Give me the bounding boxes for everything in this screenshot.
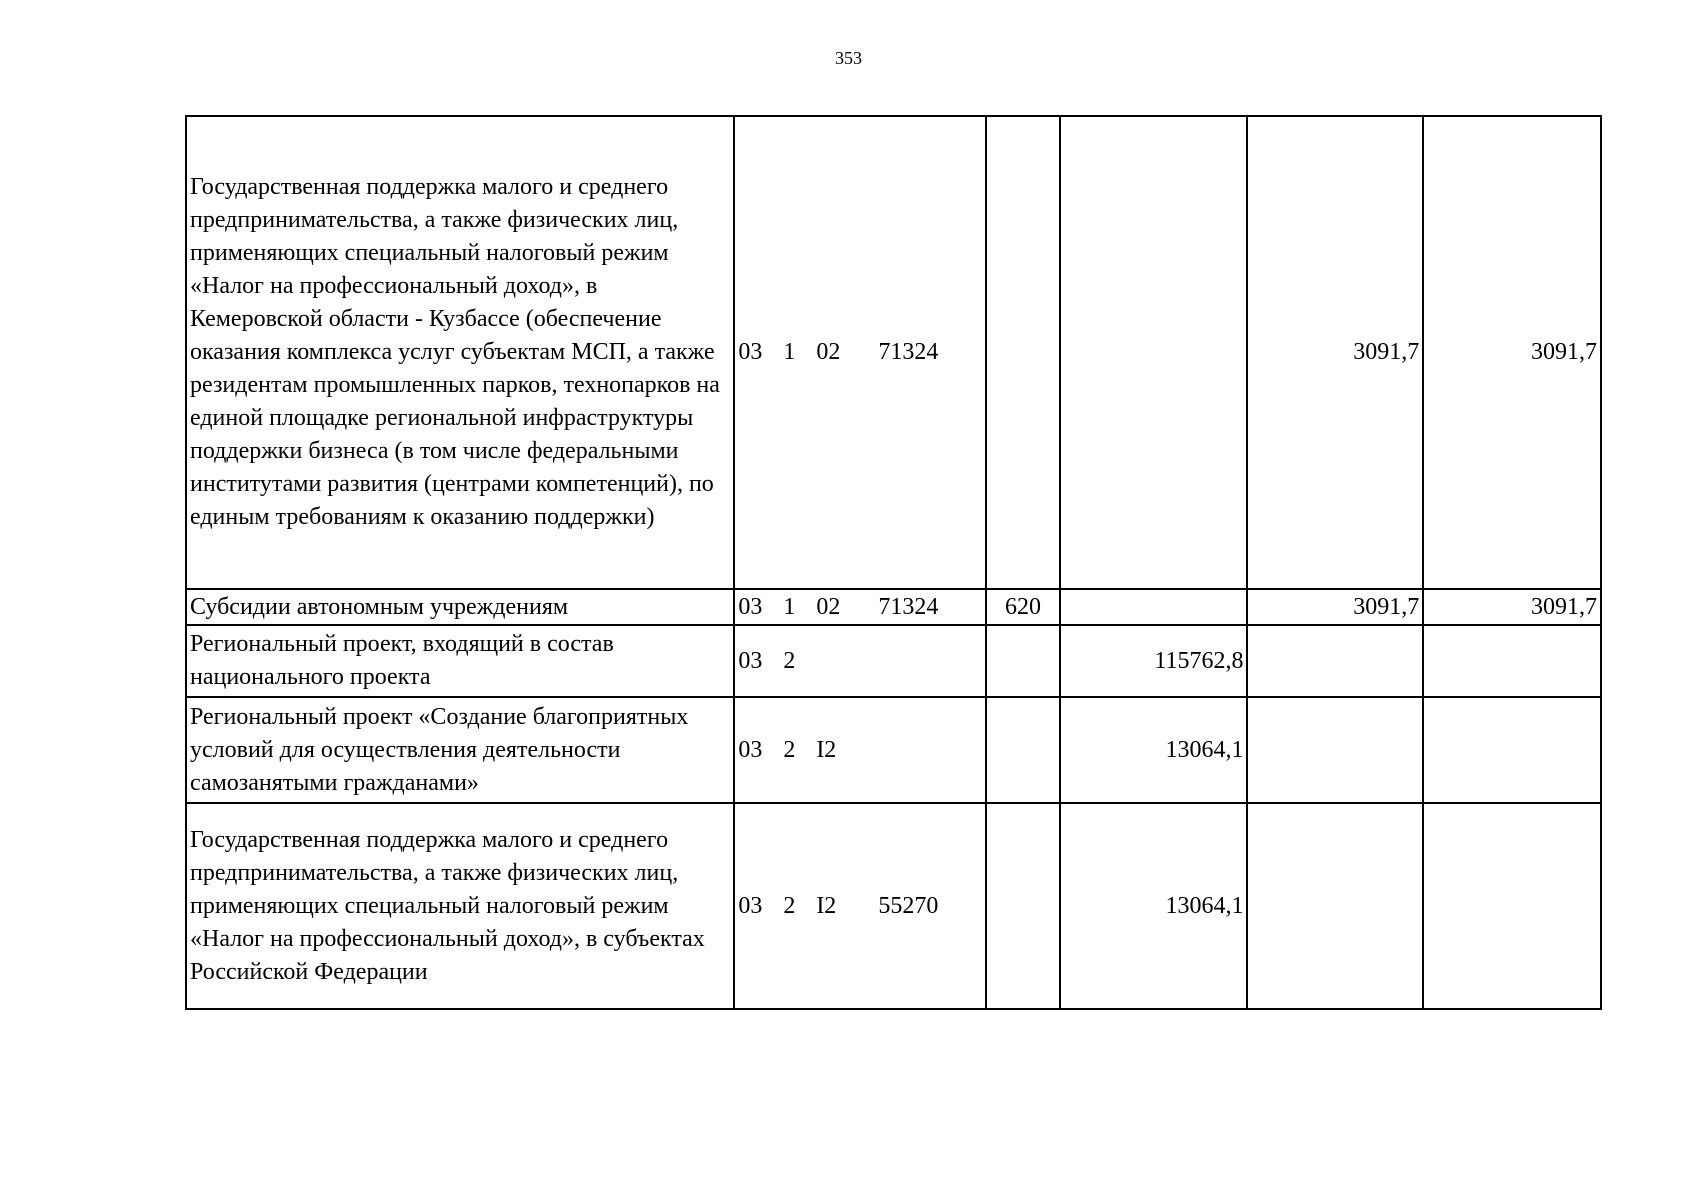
code-program: 03 [738, 647, 763, 674]
table-row [186, 625, 1601, 697]
row-name: Субсидии автономным учреждениям [186, 589, 734, 625]
table-row [186, 589, 1601, 625]
amount-col-1: 13064,1 [1060, 803, 1248, 1009]
code-subprogram: 2 [783, 736, 796, 763]
code-program: 03 [738, 892, 763, 919]
code-direction: I2 [816, 736, 837, 763]
target-article-code [734, 116, 986, 589]
row-name: Государственная поддержка малого и среднего предпринимательства, а также физических лиц, применяющих специальный налоговый режим «Налог на профессиональный доход», в субъектах Российской Федерации [186, 803, 734, 1009]
expense-type-code [986, 625, 1059, 697]
amount-col-1: 13064,1 [1060, 697, 1248, 803]
target-article-code [734, 589, 986, 625]
code-subprogram: 1 [783, 339, 796, 365]
code-expense: 71324 [878, 593, 939, 620]
code-expense: 71324 [878, 339, 939, 365]
amount-col-2 [1247, 697, 1423, 803]
code-direction: 02 [816, 593, 841, 620]
code-expense: 55270 [878, 892, 939, 919]
code-program: 03 [738, 736, 763, 763]
page-number: 353 [835, 48, 862, 68]
target-article-code [734, 803, 986, 1009]
budget-table [185, 115, 1602, 1010]
row-name: Государственная поддержка малого и среднего предпринимательства, а также физических лиц, применяющих специальный налоговый режим «Налог на профессиональный доход», в Кемеровской области - Кузбассе (обеспечение оказания комплекса услуг субъектам МСП, а также резидентам промышленных парков, технопарков на единой площадке региональной инфраструктуры поддержки бизнеса (в том числе федеральными институтами развития (центрами компетенций), по единым требованиям к оказанию поддержки) [186, 116, 734, 589]
code-subprogram: 2 [783, 892, 796, 919]
expense-type-code [986, 697, 1059, 803]
amount-col-3: 3091,7 [1423, 589, 1601, 625]
amount-col-1: 115762,8 [1060, 625, 1248, 697]
amount-col-3: 3091,7 [1423, 116, 1601, 589]
code-subprogram: 2 [783, 647, 796, 674]
code-direction: I2 [816, 892, 837, 919]
target-article-code [734, 697, 986, 803]
row-name: Региональный проект, входящий в состав национального проекта [186, 625, 734, 697]
row-name: Региональный проект «Создание благоприятных условий для осуществления деятельности самозанятыми гражданами» [186, 697, 734, 803]
code-program: 03 [738, 339, 763, 365]
table-row [186, 697, 1601, 803]
table-row [186, 116, 1601, 589]
amount-col-2 [1247, 803, 1423, 1009]
expense-type-code [986, 803, 1059, 1009]
code-program: 03 [738, 593, 763, 620]
amount-col-3 [1423, 625, 1601, 697]
expense-type-code: 620 [986, 589, 1059, 625]
amount-col-2: 3091,7 [1247, 589, 1423, 625]
amount-col-3 [1423, 697, 1601, 803]
amount-col-1 [1060, 116, 1248, 589]
table-row [186, 803, 1601, 1009]
code-subprogram: 1 [783, 593, 796, 620]
expense-type-code [986, 116, 1059, 589]
amount-col-3 [1423, 803, 1601, 1009]
code-direction: 02 [816, 339, 841, 365]
amount-col-1 [1060, 589, 1248, 625]
target-article-code [734, 625, 986, 697]
amount-col-2: 3091,7 [1247, 116, 1423, 589]
amount-col-2 [1247, 625, 1423, 697]
